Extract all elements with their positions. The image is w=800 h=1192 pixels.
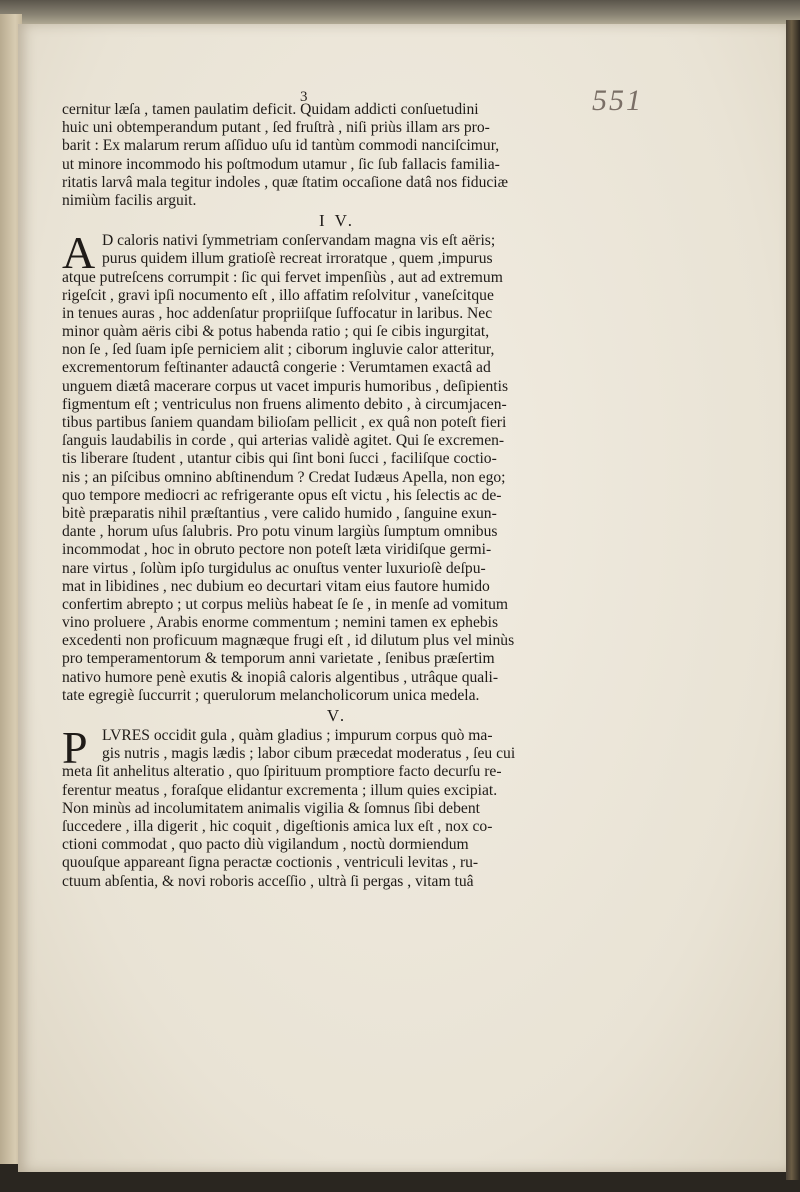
text-line: barit : Ex malarum rerum aſſiduo uſu id tantùm commodi nanciſcimur, xyxy=(62,137,500,155)
book-top-edge xyxy=(0,0,800,26)
text-line: vino proluere , Arabis enorme commentum ; nemini tamen ex ephebis xyxy=(62,614,499,632)
text-line: D caloris nativi ſymmetriam conſervandam magna vis eſt aëris; xyxy=(102,232,496,250)
text-line: ctuum abſentia, & novi roboris acceſſio , ultrà ſi pergas , vitam tuâ xyxy=(62,872,474,890)
text-line: minor quàm aëris cibi & potus habenda ratio ; qui ſe cibis ingurgitat, xyxy=(62,323,490,341)
text-line: quo tempore mediocri ac refrigerante opus eſt victu , his ſelectis ac de- xyxy=(62,486,502,504)
intro-paragraph xyxy=(62,101,572,210)
text-line: unguem diætâ macerare corpus ut vacet impuris humoribus , deſipientis xyxy=(62,377,509,395)
text-line: bitè præparatis nihil præſtantius , vere calido humido , ſanguine exun- xyxy=(62,504,497,522)
text-line: incommodat , hoc in obruto pectore non poteſt læta viridiſque germi- xyxy=(62,541,492,559)
text-line: ſuccedere , illa digerit , hic coquit , digeſtionis amica lux eſt , nox co- xyxy=(62,817,493,835)
text-line: nimiùm facilis arguit. xyxy=(62,191,197,209)
text-line: purus quidem illum gratioſè recreat irroratque , quem ,impurus xyxy=(102,250,493,268)
text-line: tate egregiè ſuccurrit ; querulorum melancholicorum unica medela. xyxy=(62,686,480,704)
text-line: ut minore incommodo his poſtmodum utamur , ſic ſub fallacis familia- xyxy=(62,155,500,173)
text-line: nis ; an piſcibus omnino abſtinendum ? Credat Iudæus Apella, non ego; xyxy=(62,468,506,486)
text-line: dante , horum uſus ſalubris. Pro potu vinum largiùs ſumptum omnibus xyxy=(62,523,498,541)
text-line: mat in libidines , nec dubium eo decurtari vitam eius fautore humido xyxy=(62,577,490,595)
text-line: atque putreſcens corrumpit : ſic qui fervet impenſiùs , aut ad extremum xyxy=(62,268,503,286)
text-line: meta ſit anhelitus alteratio , quo ſpirituum promptiore facto decurſu re- xyxy=(62,763,502,781)
section-v-paragraph xyxy=(62,722,572,891)
text-line: nativo humore penè exutis & inopiâ caloris algentibus , utrâque quali- xyxy=(62,668,499,686)
section-iv-paragraph xyxy=(62,227,572,705)
section-iv-heading: I V. xyxy=(319,211,355,231)
text-line: non ſe , ſed ſuam ipſe perniciem alit ; ciborum ingluvie calor atteritur, xyxy=(62,341,495,359)
book-fore-edge xyxy=(786,20,800,1180)
text-line: pro temperamentorum & temporum anni varietate , ſenibus præſertim xyxy=(62,650,495,668)
text-line: nare virtus , ſolùm ipſo turgidulus ac onuſtus venter luxurioſè deſpu- xyxy=(62,559,486,577)
text-line: huic uni obtemperandum putant , ſed fruſtrà , niſi priùs illam ars pro- xyxy=(62,119,490,137)
text-line: cernitur læſa , tamen paulatim deficit. Quidam addicti conſuetudini xyxy=(62,101,479,118)
text-line: LVRES occidit gula , quàm gladius ; impurum corpus quò ma- xyxy=(102,727,493,744)
handwritten-folio-number: 551 xyxy=(592,84,643,117)
text-line: excedenti non proficuum magnæque frugi eſt , id dilutum plus vel minùs xyxy=(62,632,515,650)
text-line: ferentur meatus , foraſque elidantur excrementa ; illum quies excipiat. xyxy=(62,781,498,799)
section-iv-dropcap: A xyxy=(62,227,96,279)
text-line: figmentum eſt ; ventriculus non fruens alimento debito , à circumjacen- xyxy=(62,395,507,413)
section-v-heading: V. xyxy=(326,706,348,725)
page-number: 3 xyxy=(300,89,308,105)
text-line: rigeſcit , gravi ipſi nocumento eſt , illo affatim reſolvitur , vaneſcitque xyxy=(62,286,494,304)
text-line: ctioni commodat , quo pacto diù vigilandum , noctù dormiendum xyxy=(62,836,469,854)
text-line: ritatis larvâ mala tegitur indoles , quæ ſtatim occaſione datâ nos fiduciæ xyxy=(62,173,509,191)
text-line: excrementorum feſtinanter adauctâ congerie : Verumtamen exactâ ad xyxy=(62,359,491,377)
text-line: Non minùs ad incolumitatem animalis vigilia & ſomnus ſibi debent xyxy=(62,799,480,817)
text-line: quouſque appareant ſigna peractæ coctionis , ventriculi levitas , ru- xyxy=(62,854,479,872)
text-line: tis liberare ſtudent , utantur cibis qui ſint boni ſucci , faciliſque coctio- xyxy=(62,450,497,468)
text-line: gis nutris , magis lædis ; labor cibum præcedat moderatus , ſeu cui xyxy=(102,745,516,763)
text-line: confertim abrepto ; ut corpus meliùs habeat ſe ſe , in menſe ad vomitum xyxy=(62,595,509,613)
page-text xyxy=(62,101,572,891)
section-v-dropcap: P xyxy=(62,722,88,773)
text-line: ſanguis laudabilis in corde , qui arterias validè agitet. Qui ſe excremen- xyxy=(62,432,505,450)
text-line: in tenues auras , hoc addenſatur propriiſque ſuffocatur in laribus. Nec xyxy=(62,304,493,322)
text-line: tibus partibus ſaniem quandam bilioſam pellicit , ex quâ non poteſt fieri xyxy=(62,414,507,431)
